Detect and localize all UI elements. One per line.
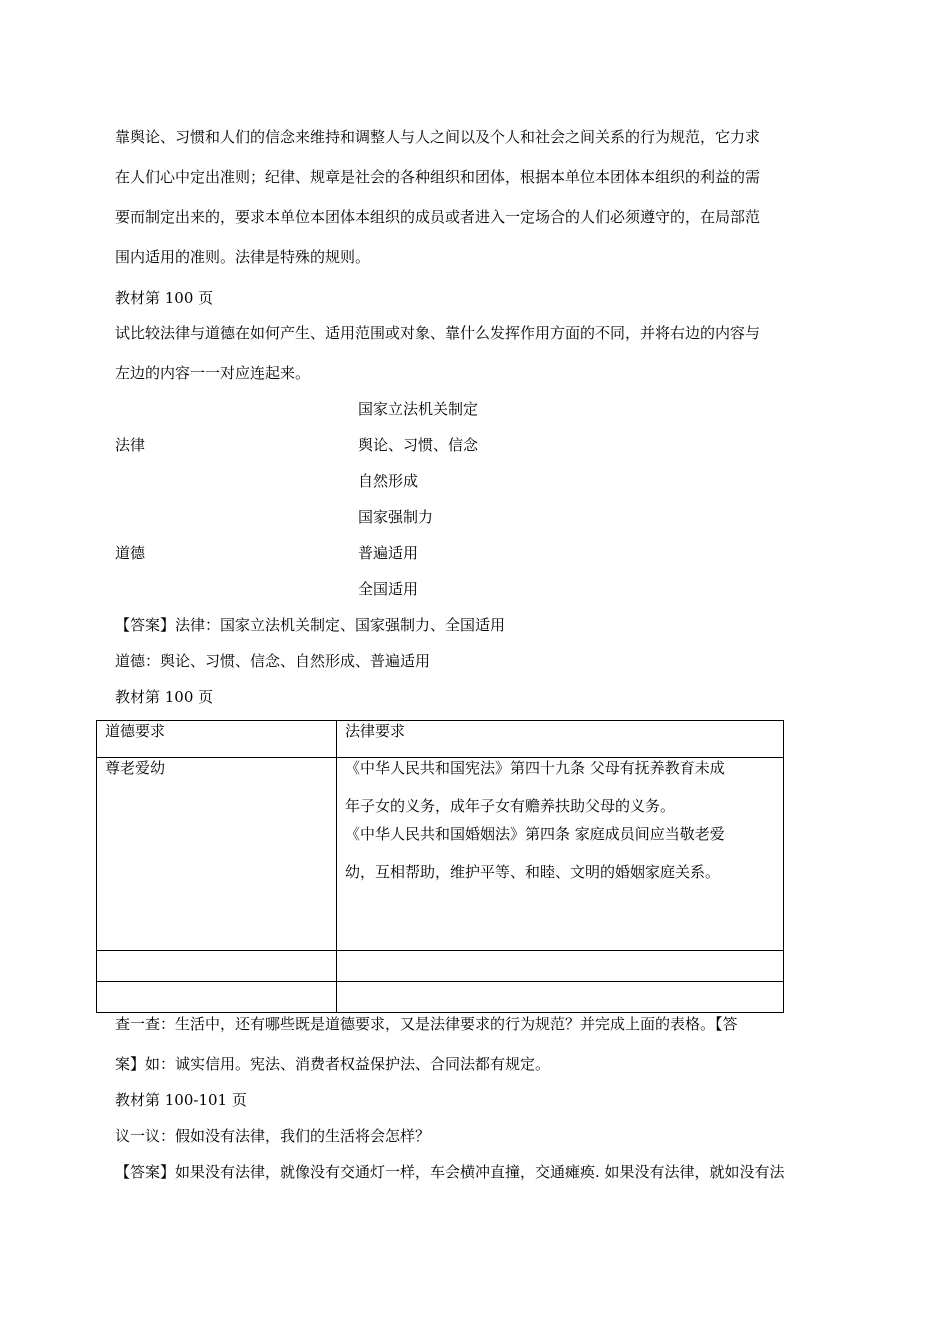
answer-line: 【答案】如果没有法律，就像没有交通灯一样，车会横冲直撞，交通瘫痪. 如果没有法律，就如没有法 [115,1163,785,1181]
empty-cell [97,951,337,982]
textbook-reference: 教材第 100-101 页 [115,1091,247,1109]
empty-cell [97,982,337,1013]
law-text-line: 年子女的义务，成年子女有赡养扶助父母的义务。 [345,797,676,815]
empty-cell [337,951,784,982]
paragraph-line: 在人们心中定出准则；纪律、规章是社会的各种组织和团体，根据本单位本团体本组织的利益的需 [115,168,761,186]
question-line: 左边的内容一一对应连起来。 [115,364,311,382]
header-law-requirement: 法律要求 [337,721,784,758]
match-right-item: 全国适用 [358,580,419,598]
cell-moral-requirement: 尊老爱幼 [97,758,337,951]
match-right-item: 舆论、习惯、信念 [358,436,479,454]
match-right-item: 自然形成 [358,472,419,490]
paragraph-line: 围内适用的准则。法律是特殊的规则。 [115,248,371,266]
question-line: 查一查：生活中，还有哪些既是道德要求，又是法律要求的行为规范？并完成上面的表格。【答 [115,1015,738,1033]
law-text-line: 《中华人民共和国宪法》第四十九条 父母有抚养教育未成 [345,759,725,777]
table-header-row [97,721,784,758]
table-row [97,758,784,951]
table-row-empty [97,951,784,982]
match-left-morality: 道德 [115,544,146,562]
question-line: 试比较法律与道德在如何产生、适用范围或对象、靠什么发挥作用方面的不同，并将右边的内容与 [115,324,761,342]
requirements-table [96,720,784,1013]
match-right-item: 国家立法机关制定 [358,400,479,418]
header-moral-requirement: 道德要求 [97,721,337,758]
table-row-empty [97,982,784,1013]
question-line: 案】如：诚实信用。宪法、消费者权益保护法、合同法都有规定。 [115,1055,551,1073]
law-text-line: 《中华人民共和国婚姻法》第四条 家庭成员间应当敬老爱 [345,825,725,843]
cell-law-requirement [337,758,784,951]
paragraph-line: 靠舆论、习惯和人们的信念来维持和调整人与人之间以及个人和社会之间关系的行为规范，它力求 [115,128,761,146]
textbook-reference: 教材第 100 页 [115,688,214,706]
law-text-line: 幼，互相帮助，维护平等、和睦、文明的婚姻家庭关系。 [345,863,721,881]
match-right-item: 国家强制力 [358,508,434,526]
match-right-item: 普遍适用 [358,544,419,562]
match-left-law: 法律 [115,436,146,454]
answer-law: 【答案】法律：国家立法机关制定、国家强制力、全国适用 [115,616,506,634]
answer-morality: 道德：舆论、习惯、信念、自然形成、普遍适用 [115,652,431,670]
empty-cell [337,982,784,1013]
paragraph-line: 要而制定出来的，要求本单位本团体本组织的成员或者进入一定场合的人们必须遵守的，在局部范 [115,208,761,226]
textbook-reference: 教材第 100 页 [115,289,214,307]
question-line: 议一议：假如没有法律，我们的生活将会怎样？ [115,1127,431,1145]
